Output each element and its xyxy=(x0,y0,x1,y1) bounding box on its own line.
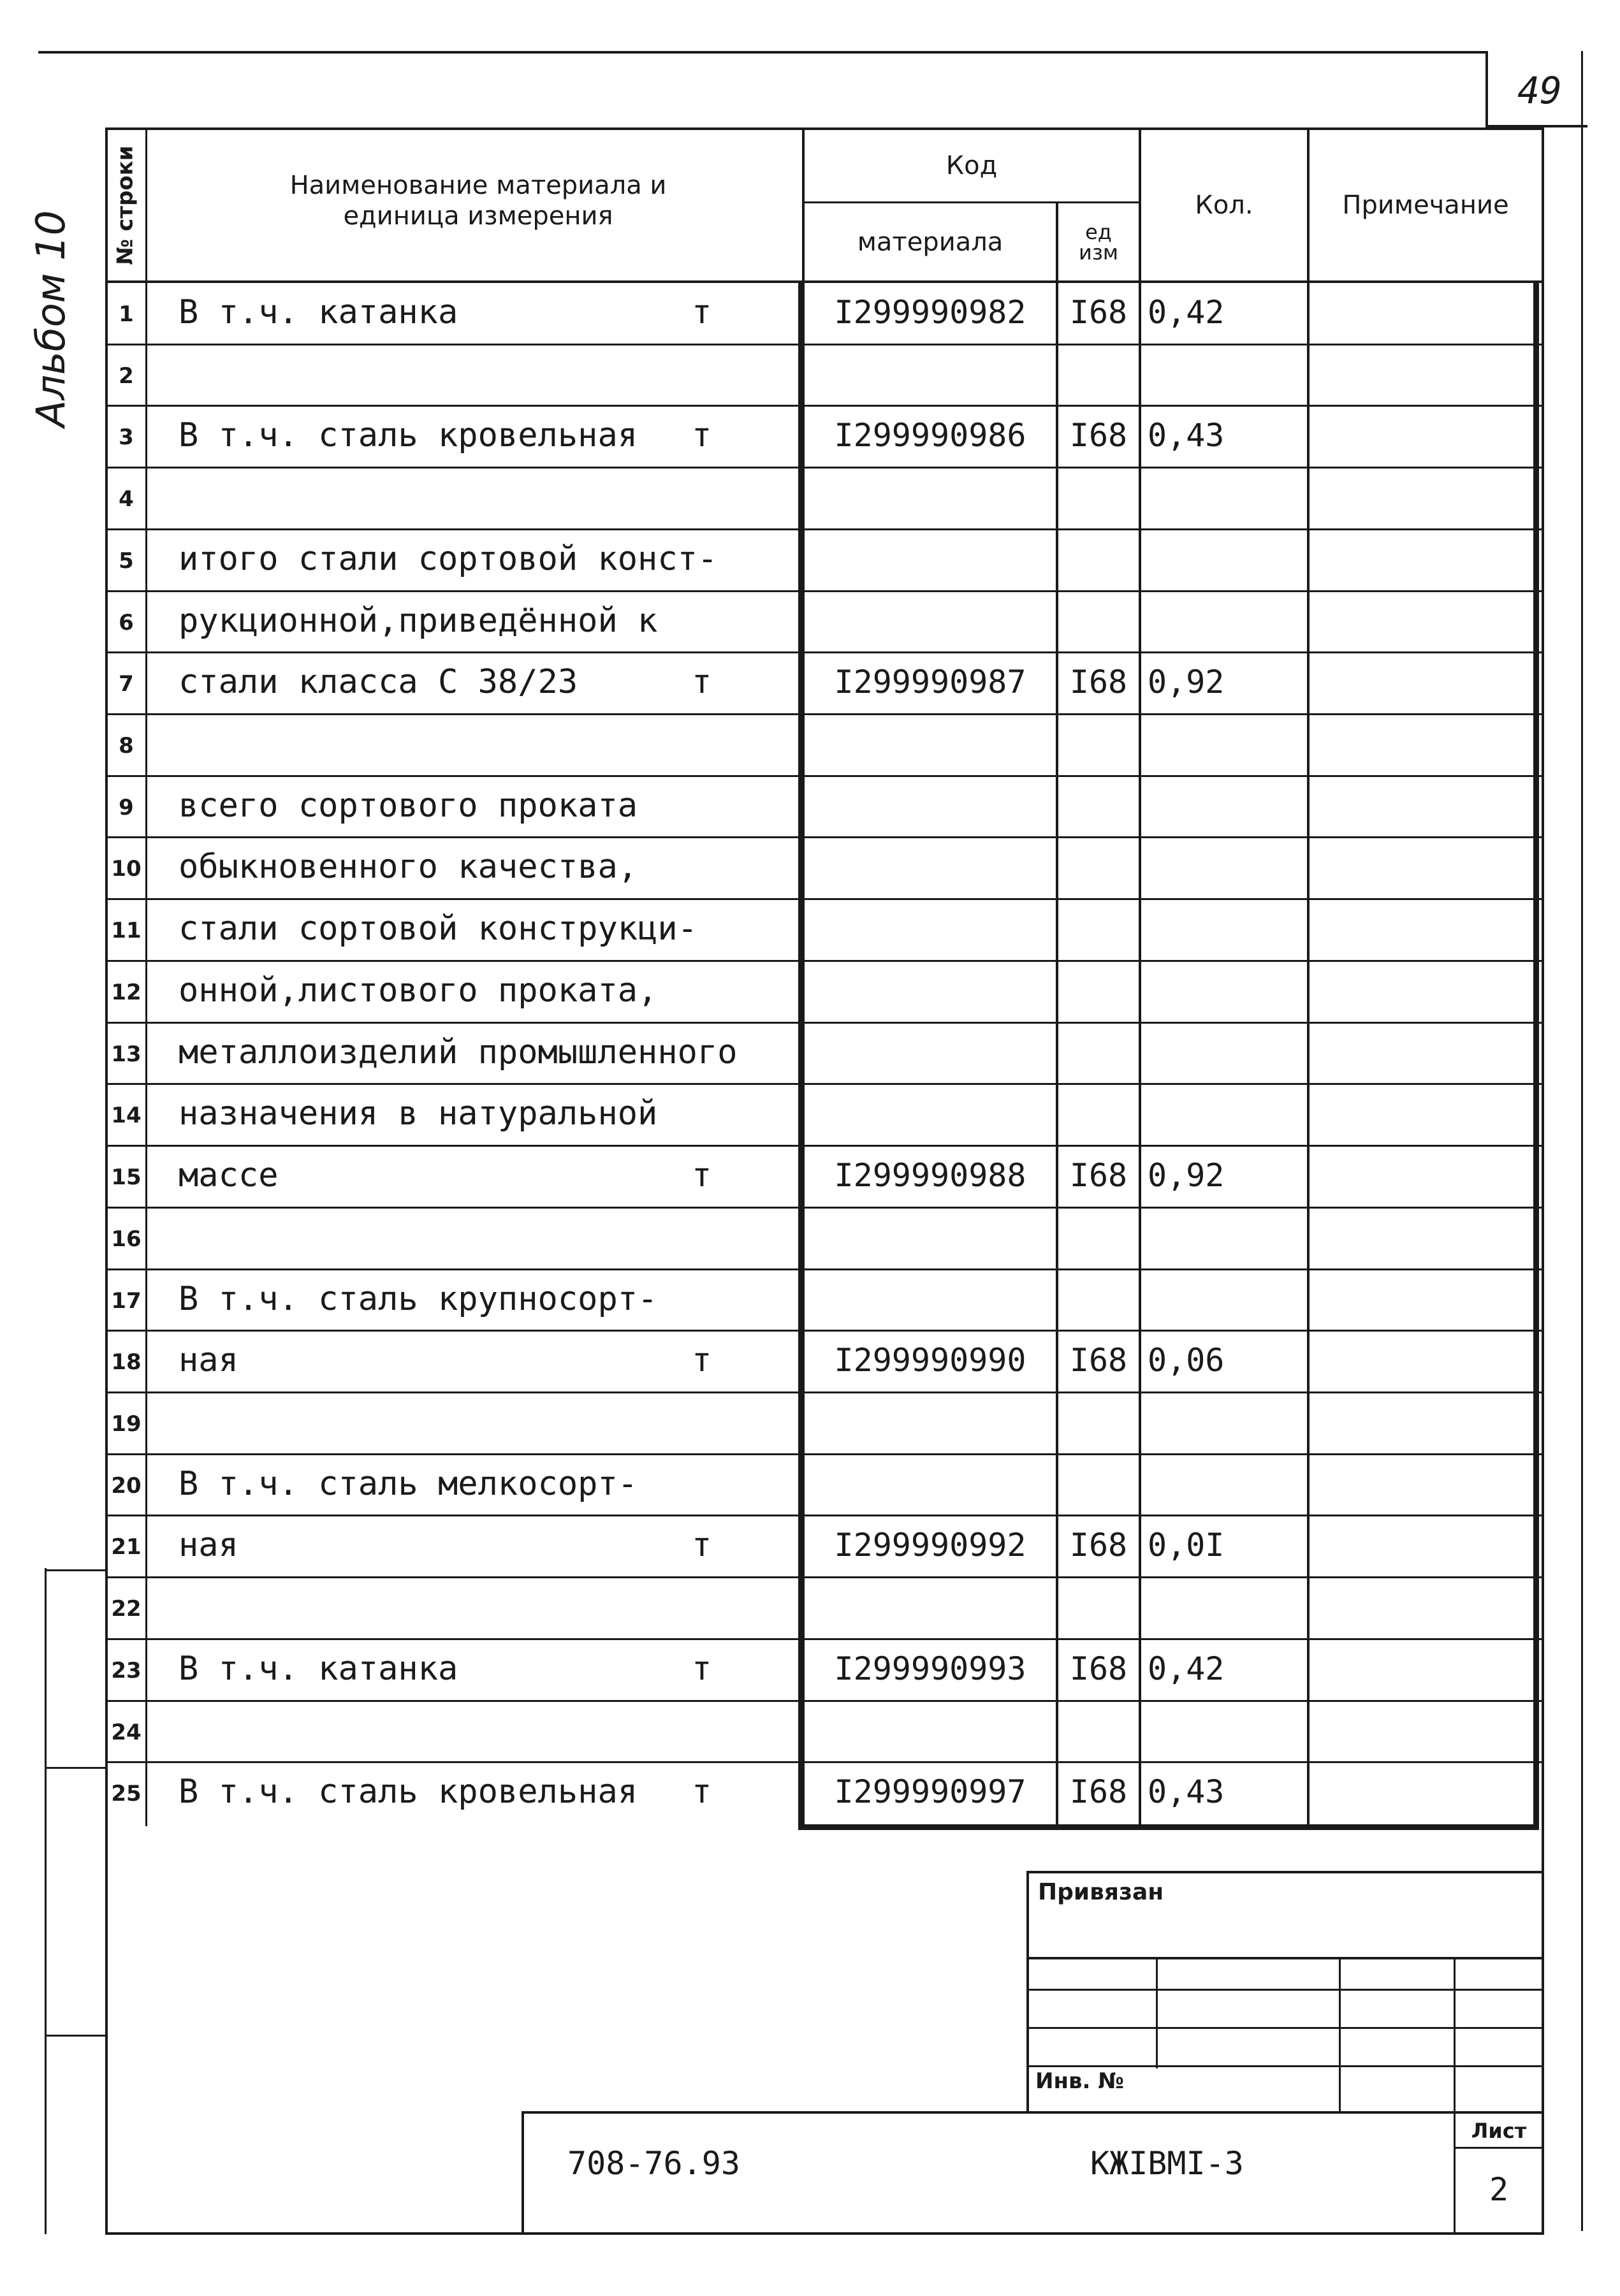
binding-mark-3 xyxy=(45,2035,105,2037)
unit-symbol: т xyxy=(692,1650,712,1688)
table-row xyxy=(0,345,1620,407)
unit-code: I68 xyxy=(1069,1527,1128,1564)
row-number: 11 xyxy=(111,917,142,943)
row-number: 14 xyxy=(111,1102,142,1128)
table-row xyxy=(0,283,1620,345)
row-number: 15 xyxy=(111,1164,142,1190)
thick-frame-bottom xyxy=(798,1824,1539,1830)
header-quantity: Кол. xyxy=(1195,191,1253,220)
quantity: 0,42 xyxy=(1148,1650,1225,1687)
material-name: В т.ч. сталь кровельная xyxy=(179,1773,638,1811)
row-number: 16 xyxy=(111,1226,142,1252)
material-name: металлоизделий промышленного xyxy=(179,1033,738,1072)
table-row xyxy=(0,1208,1620,1270)
material-name: В т.ч. сталь мелкосорт- xyxy=(179,1465,638,1503)
table-row xyxy=(0,838,1620,899)
table-row xyxy=(0,1393,1620,1455)
row-number: 5 xyxy=(119,548,134,574)
material-name: ная xyxy=(179,1341,238,1379)
quantity: 0,42 xyxy=(1148,294,1225,331)
stamp-top xyxy=(1026,1871,1543,1873)
table-row xyxy=(0,592,1620,653)
material-name: В т.ч. сталь крупносорт- xyxy=(179,1280,658,1318)
material-name: итого стали сортовой конст- xyxy=(179,540,718,578)
material-name: стали сортовой конструкци- xyxy=(179,910,697,948)
header-code-material: материала xyxy=(857,227,1003,257)
table-row xyxy=(0,653,1620,715)
material-name: назначения в натуральной xyxy=(179,1094,658,1133)
unit-code: I68 xyxy=(1069,1773,1128,1810)
material-name: массе xyxy=(179,1156,279,1195)
unit-code: I68 xyxy=(1069,1650,1128,1687)
header-code-unit: ед изм xyxy=(1079,219,1118,265)
title-block-top xyxy=(522,2111,1543,2114)
table-row xyxy=(0,1331,1620,1393)
bound-label: Привязан xyxy=(1038,1879,1164,1905)
material-name: В т.ч. катанка xyxy=(179,293,458,331)
stamp-rule-3 xyxy=(1026,2027,1543,2029)
row-number: 2 xyxy=(119,363,134,389)
quantity: 0,0I xyxy=(1148,1527,1225,1564)
row-number: 12 xyxy=(111,979,142,1005)
unit-symbol: т xyxy=(692,1341,712,1379)
unit-symbol: т xyxy=(692,1526,712,1564)
row-number: 10 xyxy=(111,855,142,882)
header-note: Примечание xyxy=(1342,191,1509,220)
stamp-left xyxy=(1026,1871,1029,2113)
sheet-label: Лист xyxy=(1471,2119,1527,2143)
table-row xyxy=(0,715,1620,776)
material-name: обыкновенного качества, xyxy=(179,848,638,886)
unit-code: I68 xyxy=(1069,664,1128,701)
table-row xyxy=(0,1455,1620,1516)
table-row xyxy=(0,1762,1620,1824)
row-number: 4 xyxy=(119,486,134,512)
unit-symbol: т xyxy=(692,416,712,454)
material-name: В т.ч. катанка xyxy=(179,1650,458,1688)
header-rownum-cell xyxy=(105,130,145,280)
unit-symbol: т xyxy=(692,663,712,701)
quantity: 0,06 xyxy=(1148,1342,1225,1379)
doc-code: КЖIВМI-3 xyxy=(1090,2145,1244,2182)
table-row xyxy=(0,899,1620,961)
table-row xyxy=(0,776,1620,838)
quantity: 0,92 xyxy=(1148,664,1225,701)
material-code: I299990992 xyxy=(834,1527,1026,1564)
stamp-col-2 xyxy=(1339,1957,1341,2113)
material-name: В т.ч. сталь кровельная xyxy=(179,416,638,454)
unit-code: I68 xyxy=(1069,1157,1128,1194)
row-number: 23 xyxy=(111,1657,142,1683)
table-row xyxy=(0,1701,1620,1763)
header-code: Код xyxy=(945,151,998,180)
quantity: 0,92 xyxy=(1148,1157,1225,1194)
table-row xyxy=(0,1516,1620,1578)
table-row xyxy=(0,1146,1620,1208)
table-row xyxy=(0,1023,1620,1085)
row-number: 9 xyxy=(119,794,134,820)
stamp-col-3 xyxy=(1454,1957,1456,2232)
stamp-rule-2 xyxy=(1026,1989,1543,1991)
material-code: I299990993 xyxy=(834,1650,1026,1687)
row-number: 21 xyxy=(111,1534,142,1560)
doc-number: 708-76.93 xyxy=(567,2145,740,2182)
material-name: рукционной,приведённой к xyxy=(179,602,658,640)
title-block-left xyxy=(522,2111,524,2234)
unit-symbol: т xyxy=(692,293,712,331)
page-number-box-left xyxy=(1485,51,1488,127)
table-row xyxy=(0,406,1620,468)
quantity: 0,43 xyxy=(1148,417,1225,454)
unit-code: I68 xyxy=(1069,1342,1128,1379)
row-number: 1 xyxy=(119,301,134,327)
unit-code: I68 xyxy=(1069,417,1128,454)
row-number: 8 xyxy=(119,732,134,759)
row-number: 20 xyxy=(111,1472,142,1499)
row-number: 17 xyxy=(111,1288,142,1314)
material-code: I299990986 xyxy=(834,417,1026,454)
header-rownum: № строки xyxy=(112,145,138,265)
material-name: всего сортового проката xyxy=(179,787,638,825)
frame-bottom xyxy=(105,2232,1544,2235)
table-row xyxy=(0,961,1620,1023)
table-row xyxy=(0,1639,1620,1701)
row-number: 22 xyxy=(111,1595,142,1622)
row-number: 6 xyxy=(119,609,134,636)
row-number: 19 xyxy=(111,1411,142,1437)
material-code: I299990990 xyxy=(834,1342,1026,1379)
top-rule xyxy=(38,51,1485,54)
header-name: Наименование материала и единица измерения xyxy=(289,171,667,231)
table-row xyxy=(0,1578,1620,1639)
stamp-rule-1 xyxy=(1026,1957,1543,1959)
table-row xyxy=(0,1084,1620,1146)
stamp-col-1 xyxy=(1156,1957,1158,2068)
material-name: стали класса С 38/23 xyxy=(179,663,578,701)
sheet-label-rule xyxy=(1454,2147,1543,2149)
quantity: 0,43 xyxy=(1148,1773,1225,1810)
row-number: 3 xyxy=(119,424,134,450)
inv-label: Инв. № xyxy=(1035,2068,1125,2094)
row-number: 18 xyxy=(111,1349,142,1375)
sheet-number: 2 xyxy=(1489,2170,1509,2208)
album-label: Альбом 10 xyxy=(27,210,74,428)
table-row xyxy=(0,530,1620,592)
row-number: 13 xyxy=(111,1041,142,1067)
material-code: I299990997 xyxy=(834,1773,1026,1810)
table-row xyxy=(0,468,1620,530)
row-number: 25 xyxy=(111,1780,142,1806)
row-number: 7 xyxy=(119,671,134,697)
unit-symbol: т xyxy=(692,1773,712,1811)
material-name: онной,листового проката, xyxy=(179,971,658,1010)
row-number: 24 xyxy=(111,1719,142,1745)
stamp-rule-4 xyxy=(1026,2065,1543,2067)
material-code: I299990987 xyxy=(834,664,1026,701)
code-sub-rule xyxy=(802,201,1140,203)
page-number: 49 xyxy=(1517,69,1562,112)
unit-code: I68 xyxy=(1069,294,1128,331)
unit-symbol: т xyxy=(692,1156,712,1195)
material-code: I299990988 xyxy=(834,1157,1026,1194)
material-name: ная xyxy=(179,1526,238,1564)
table-row xyxy=(0,1270,1620,1332)
material-code: I299990982 xyxy=(834,294,1026,331)
